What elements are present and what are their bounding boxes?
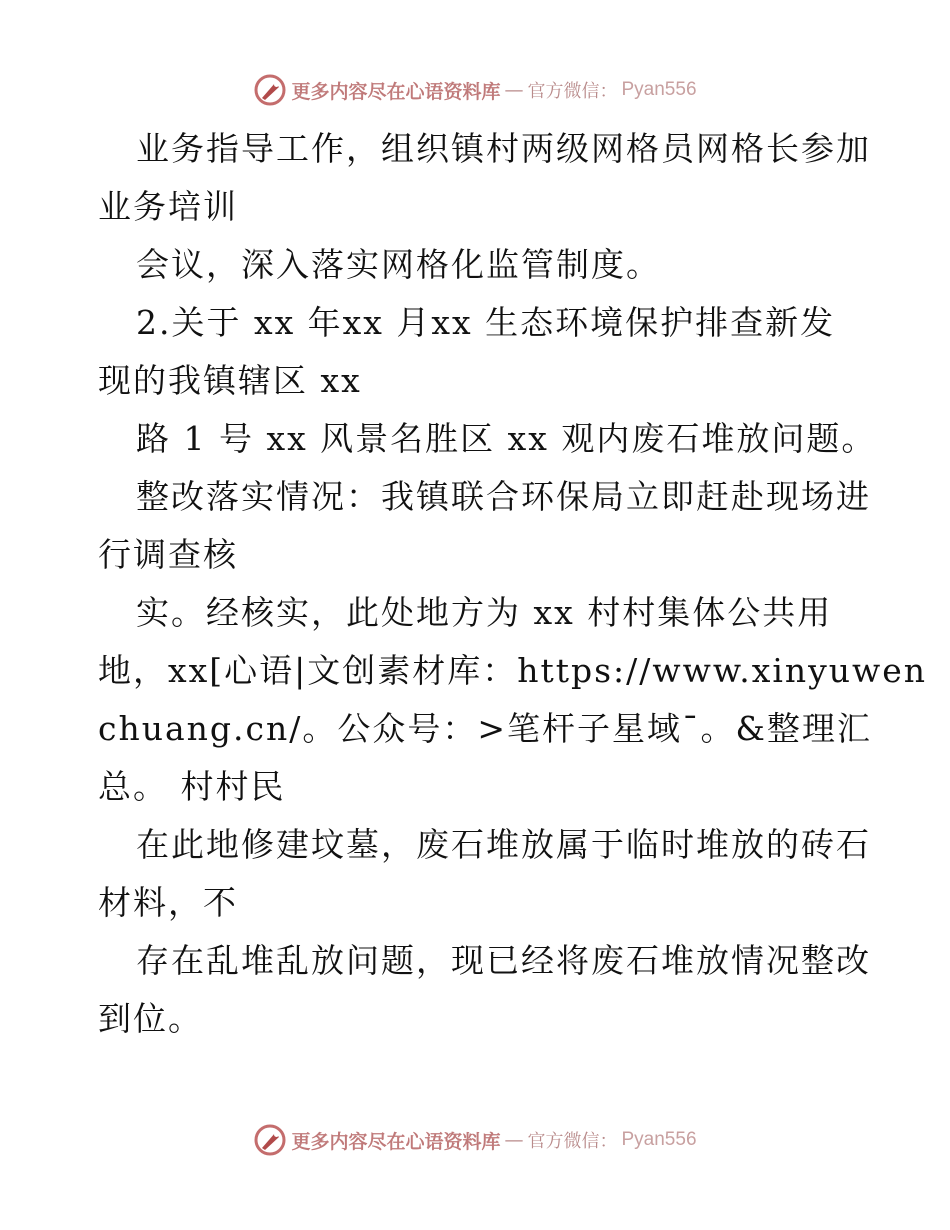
watermark-account-label: 官方微信： [527,1131,618,1152]
paragraph-line: 会议，深入落实网格化监管制度。 [136,245,661,284]
paragraph-line: 现的我镇辖区 xx [98,361,362,400]
paragraph-line: 存在乱堆乱放问题，现已经将废石堆放情况整改 [136,941,871,980]
pen-nib-circle-icon [253,1123,287,1157]
paragraph-line: 业务培训 [98,187,238,226]
paragraph-line: 路 1 号 xx 风景名胜区 xx 观内废石堆放问题。 [136,419,877,458]
paragraph-line: 2.关于 xx 年xx 月xx 生态环境保护排查新发 [136,303,836,342]
watermark-text: 更多内容尽在心语资料库 [291,1130,501,1153]
paragraph-line: 材料，不 [98,883,238,922]
watermark-dash: — [504,1129,524,1151]
footer-watermark [0,1120,950,1160]
pen-nib-circle-icon [253,73,287,107]
paragraph-line: 行调查核 [98,535,238,574]
document-body [98,120,928,1048]
paragraph-line: chuang.cn/。公众号：>笔杆子星域¯。&整理汇 [98,709,872,748]
header-watermark [0,70,950,110]
watermark-text: 更多内容尽在心语资料库 [291,80,501,103]
paragraph-line: 整改落实情况：我镇联合环保局立即赶赴现场进 [136,477,871,516]
paragraph-line: 实。经核实，此处地方为 xx 村村集体公共用 [136,593,833,632]
paragraph-line: 到位。 [98,999,203,1038]
watermark-dash: — [504,79,524,101]
watermark-account-label: 官方微信： [527,81,618,102]
watermark-account-id: Pyan556 [621,1129,697,1150]
paragraph-line: 业务指导工作，组织镇村两级网格员网格长参加 [136,129,871,168]
paragraph-line: 地，xx[心语|文创素材库：https://www.xinyuwen [98,651,928,690]
paragraph-line: 总。 村村民 [98,767,286,806]
watermark-account-id: Pyan556 [621,79,697,100]
paragraph-line: 在此地修建坟墓，废石堆放属于临时堆放的砖石 [136,825,871,864]
